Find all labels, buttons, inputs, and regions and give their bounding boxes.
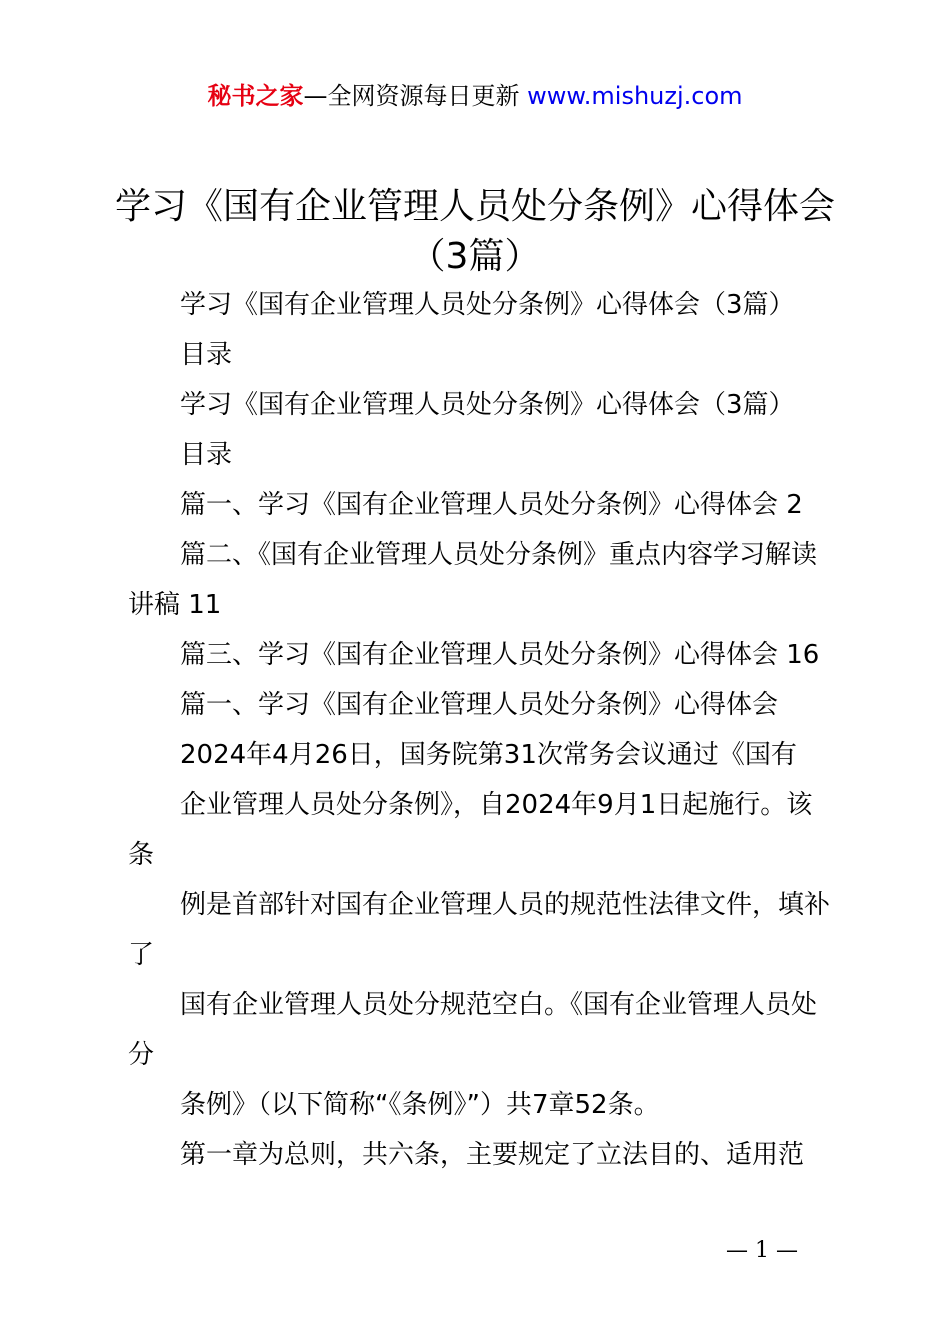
paragraph: 目录 <box>180 340 233 370</box>
document-title: 学习《国有企业管理人员处分条例》心得体会（3篇） <box>114 186 835 277</box>
paragraph: 第一章为总则，共六条，主要规定了立法目的、适用范 <box>180 1140 805 1170</box>
toc-entry: 篇一、学习《国有企业管理人员处分条例》心得体会 2 <box>180 490 803 520</box>
section-heading: 篇一、学习《国有企业管理人员处分条例》心得体会 <box>180 690 779 720</box>
paragraph: 目录 <box>180 440 233 470</box>
paragraph: 学习《国有企业管理人员处分条例》心得体会（3篇） <box>180 390 795 420</box>
paragraph: 企业管理人员处分条例》，自2024年9月1日起施行。该条 <box>128 790 813 870</box>
toc-entry: 篇三、学习《国有企业管理人员处分条例》心得体会 16 <box>180 640 820 670</box>
site-url-link[interactable]: www.mishuzj.com <box>527 82 743 110</box>
paragraph: 条例》（以下简称“《条例》”）共7章52条。 <box>180 1090 660 1120</box>
paragraph: 国有企业管理人员处分规范空白。《国有企业管理人员处分 <box>128 990 818 1070</box>
paragraph: 2024年4月26日，国务院第31次常务会议通过《国有 <box>180 740 797 770</box>
document-body <box>128 280 834 1180</box>
toc-entry: 篇二、《国有企业管理人员处分条例》重点内容学习解读讲稿 11 <box>128 540 818 620</box>
header-tagline: —全网资源每日更新 <box>303 82 520 110</box>
page-number: — 1 — <box>726 1238 798 1263</box>
paragraph: 例是首部针对国有企业管理人员的规范性法律文件，填补了 <box>128 890 831 970</box>
site-header <box>0 80 950 112</box>
brand-name: 秘书之家 <box>207 82 304 110</box>
paragraph: 学习《国有企业管理人员处分条例》心得体会（3篇） <box>180 290 795 320</box>
